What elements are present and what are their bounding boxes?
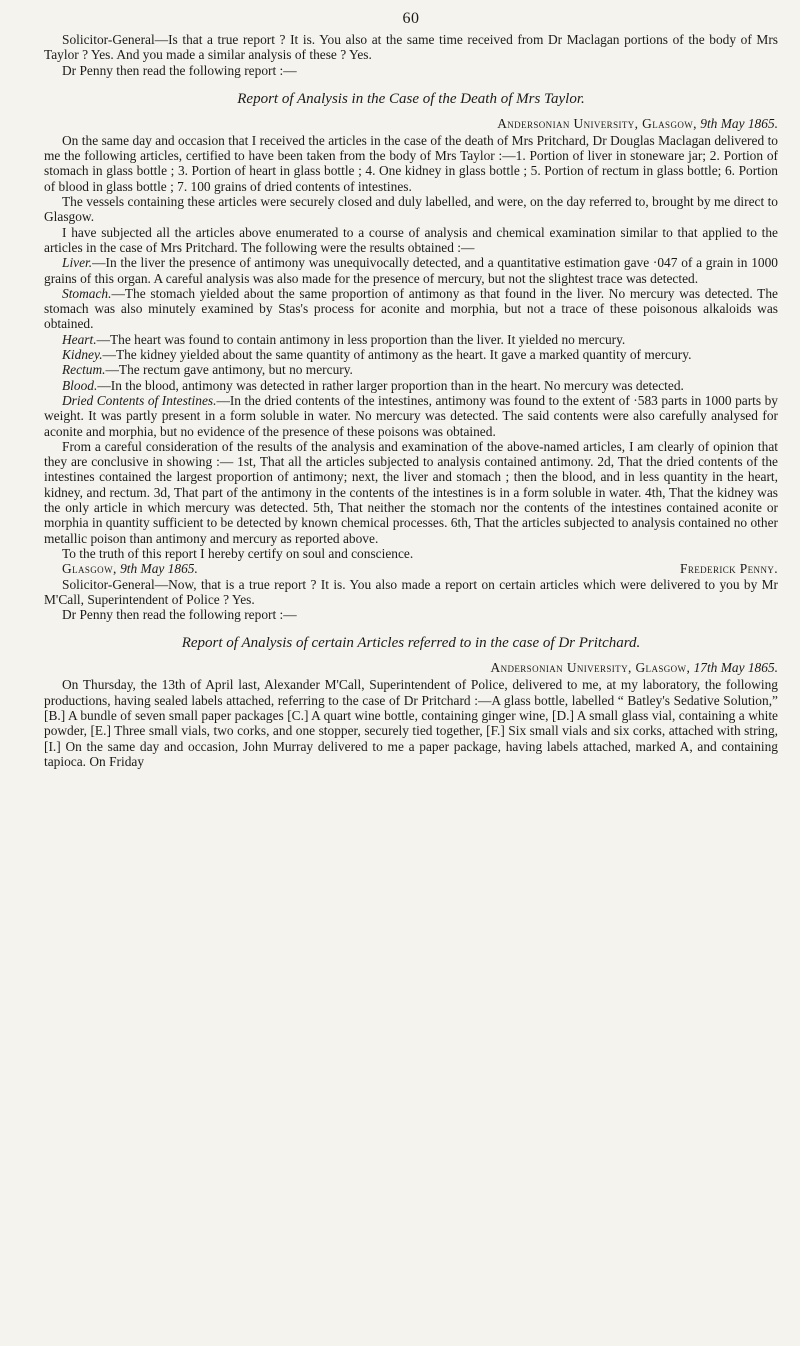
- report-paragraph: I have subjected all the articles above enumerated to a course of analysis and chemical examination similar to that applied to the articles in the case of Mrs Pritchard. The following were the results obtained :—: [44, 224, 778, 255]
- dateline-place: Andersonian University, Glasgow,: [497, 115, 697, 131]
- report-certification: To the truth of this report I hereby certify on soul and conscience.: [62, 545, 414, 561]
- dateline-date: 9th May 1865.: [700, 115, 778, 131]
- signature-place-date: [62, 561, 198, 576]
- report-paragraph: The vessels containing these articles were securely closed and duly labelled, and were, on the day referred to, brought by me direct to Glasgow.: [44, 194, 778, 225]
- finding-label: Rectum.: [62, 362, 106, 378]
- finding-label: Heart.: [62, 331, 97, 347]
- finding-label: Stomach.: [62, 285, 112, 301]
- report-paragraph: On the same day and occasion that I received the articles in the case of the death of Mrs Pritchard, Dr Douglas Maclagan delivered to me the following articles, certified to have been taken from the body of Mrs Taylor :—1. Portion of liver in stoneware jar; 2. Portion of stomach in glass bottle ; 3. Portion of heart in glass bottle ; 4. One kidney in glass bottle ; 5. Portion of rectum in glass bottle; 6. Portion of blood in glass bottle ; 7. 100 grains of dried contents of intestines.: [44, 132, 778, 194]
- finding-blood: [44, 378, 778, 393]
- signature-date: 9th May 1865.: [120, 561, 198, 577]
- finding-text: —The rectum gave antimony, but no mercury.: [105, 362, 353, 378]
- finding-text: —The kidney yielded about the same quantity of antimony as the heart. It gave a marked quantity of mercury.: [102, 347, 692, 363]
- finding-heart: [44, 332, 778, 347]
- interlude-paragraph: Solicitor-General—Now, that is a true report ? It is. You also made a report on certain articles which were delivered to you by Mr M'Call, Superintendent of Police ? Yes.: [44, 576, 778, 607]
- signature-place: Glasgow,: [62, 561, 117, 577]
- finding-label: Dried Contents of Intestines.: [62, 392, 217, 408]
- interlude-paragraph: Dr Penny then read the following report :—: [62, 607, 297, 623]
- finding-text: —In the dried contents of the intestines, antimony was found to the extent of ·583 parts in 1000 parts by weight. It was partly present in a form soluble in water. No mercury was detected. The said contents were also carefully analysed for aconite and morphia, but no evidence of the presence of these poisons was obtained.: [44, 392, 778, 439]
- report-heading: Report of Analysis of certain Articles referred to in the case of Dr Pritchard.: [181, 635, 641, 652]
- finding-liver: [44, 255, 778, 286]
- report-heading: Report of Analysis in the Case of the Death of Mrs Taylor.: [237, 90, 585, 107]
- dateline-place: Andersonian University, Glasgow,: [490, 660, 691, 676]
- finding-label: Kidney.: [62, 347, 103, 363]
- report-paragraph: On Thursday, the 13th of April last, Alexander M'Call, Superintendent of Police, delivered to me, at my laboratory, the following productions, having sealed labels attached, referring to the case of Dr Pritchard :—A glass bottle, labelled “ Batley's Sedative Solution,” [B.] A bundle of seven small paper packages [C.] A quart wine bottle, containing ginger wine, [D.] A small glass vial, containing a white powder, [E.] Three small vials, two corks, and one stopper, securely tied together, [F.] Six small vials and six corks, attached with string, [I.] On the same day and occasion, John Murray delivered to me a paper package, having labels attached, marked A, and containing tapioca. On Friday: [44, 677, 778, 769]
- intro-paragraph: Solicitor-General—Is that a true report ? It is. You also at the same time received from Dr Maclagan portions of the body of Mrs Taylor ? Yes. And you made a similar analysis of these ? Yes.: [44, 32, 778, 63]
- page-number: 60: [402, 10, 420, 27]
- finding-stomach: [44, 286, 778, 332]
- finding-text: —In the blood, antimony was detected in rather larger proportion than in the heart. No mercury was detected.: [97, 377, 684, 393]
- report-conclusion: From a careful consideration of the results of the analysis and examination of the above-named articles, I am clearly of opinion that they are conclusive in showing :— 1st, That all the articles subjected to analysis contained antimony. 2d, That the dried contents of the intestines contained the largest proportion of antimony; next, the liver and stomach ; then the blood, and in less quantity in the heart, kidney, and rectum. 3d, That part of the antimony in the contents of the intestines is in a form soluble in water. 4th, That the kidney was the only article in which mercury was detected. 5th, That neither the stomach nor the contents of the intestines contained aconite or morphia in quantity sufficient to be detected by known chemical processes. 6th, That the articles subjected to analysis contained no other metallic poison than antimony and mercury as reported above.: [44, 438, 778, 546]
- finding-dried-contents: [44, 393, 778, 439]
- finding-rectum: [44, 362, 778, 377]
- finding-text: —The heart was found to contain antimony in less proportion than the liver. It yielded no mercury.: [96, 331, 626, 347]
- report-dateline: [44, 116, 778, 132]
- finding-label: Liver.: [62, 255, 93, 271]
- signature-name: Frederick Penny.: [680, 561, 778, 577]
- report-dateline: [44, 660, 778, 676]
- finding-kidney: [44, 347, 778, 362]
- intro-paragraph: Dr Penny then read the following report :—: [62, 62, 297, 78]
- dateline-date: 17th May 1865.: [693, 660, 778, 676]
- finding-text: —The stomach yielded about the same proportion of antimony as that found in the liver. No mercury was detected. The stomach was also minutely examined by Stas's process for aconite and morphia, but not a trace of these poisonous alkaloids was obtained.: [44, 285, 778, 332]
- report-signature-line: [44, 561, 778, 576]
- finding-text: —In the liver the presence of antimony was unequivocally detected, and a quantitative estimation gave ·047 of a grain in 1000 grains of this organ. A careful analysis was also made for the presence of mercury, but not the slightest trace was detected.: [44, 255, 778, 286]
- finding-label: Blood.: [62, 377, 98, 393]
